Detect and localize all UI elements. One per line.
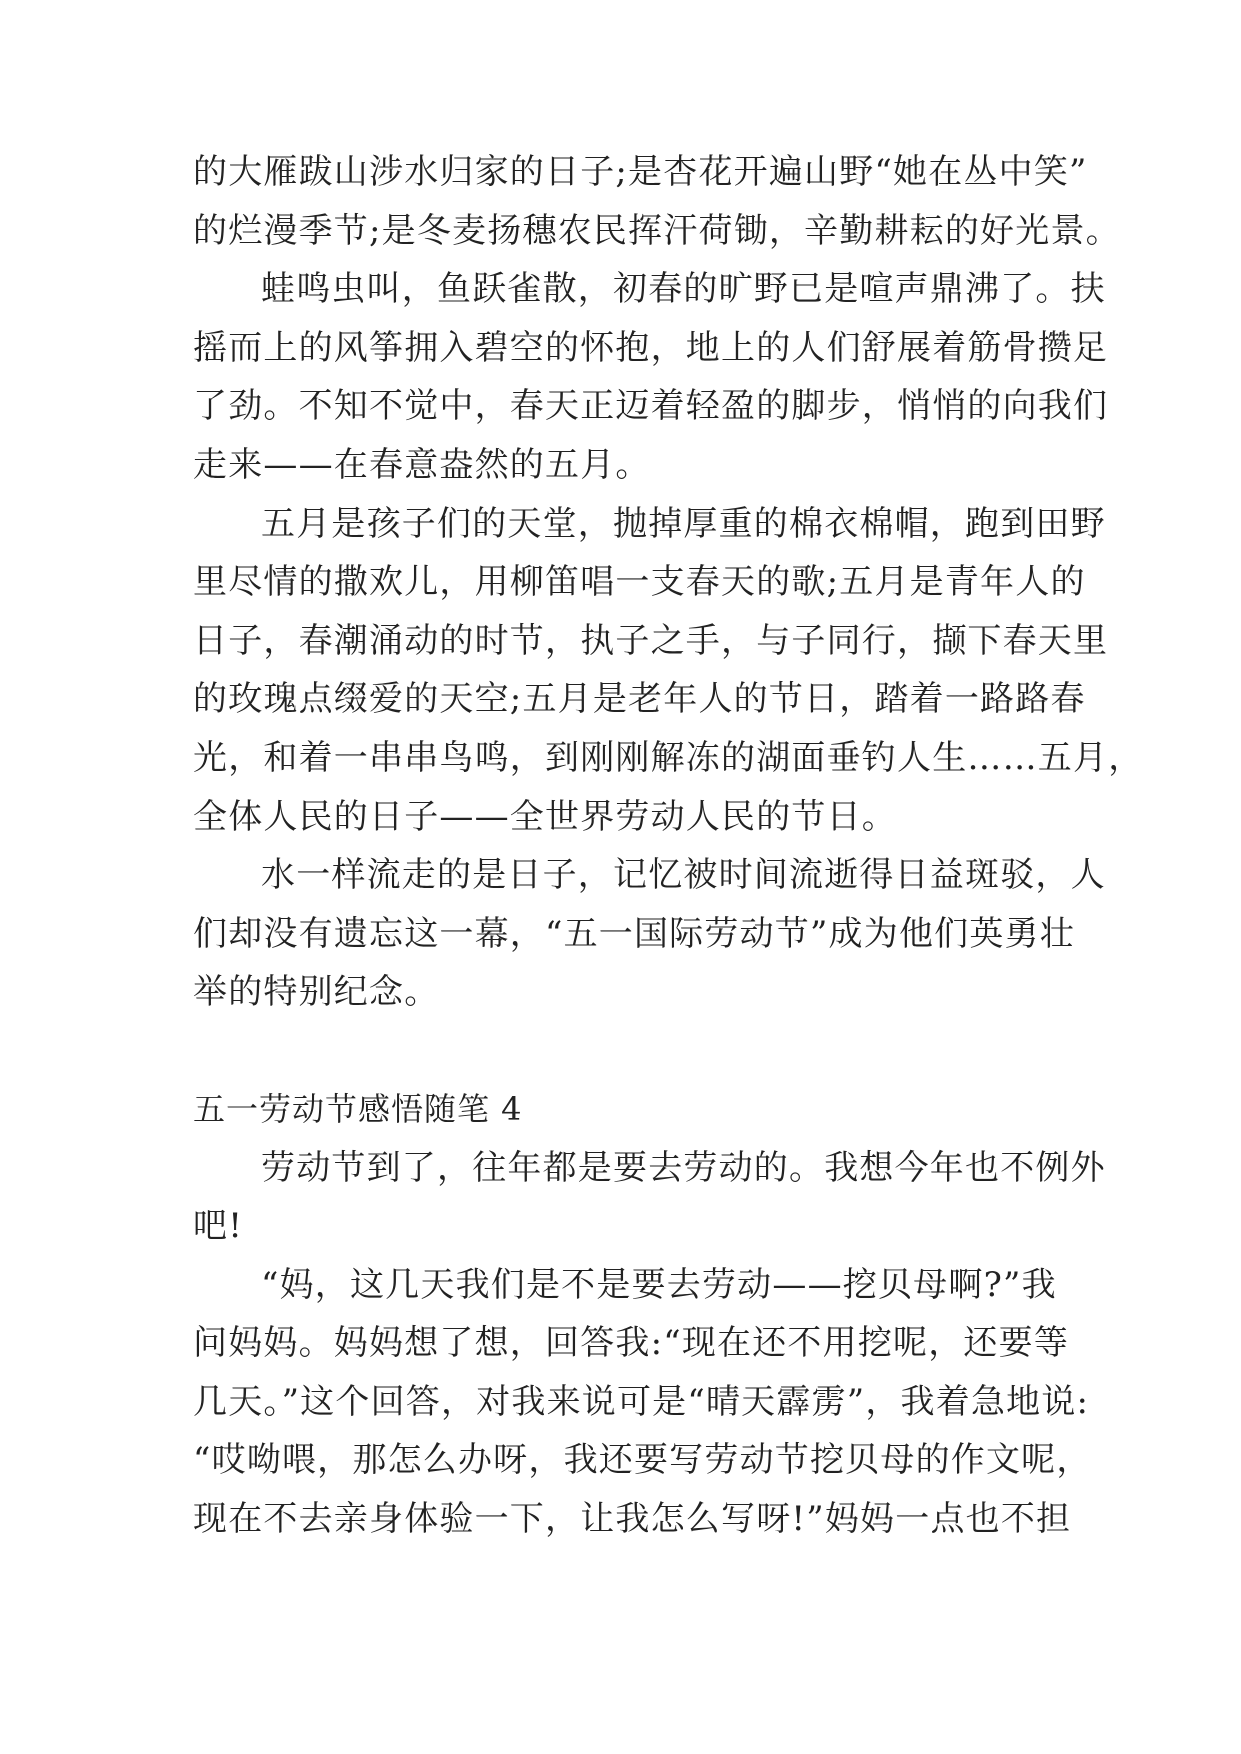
text-line: 摇而上的风筝拥入碧空的怀抱，地上的人们舒展着筋骨攒足 [193,327,1109,368]
text-line: 里尽情的撒欢儿，用柳笛唱一支春天的歌;五月是青年人的 [193,562,1086,603]
text-line: 日子，春潮涌动的时节，执子之手，与子同行，撷下春天里 [193,620,1109,661]
text-line: 现在不去亲身体验一下，让我怎么写呀!”妈妈一点也不担 [193,1499,1072,1540]
text-line: 的玫瑰点缀爱的天空;五月是老年人的节日，踏着一路路春 [193,679,1086,720]
text-line: 光，和着一串串鸟鸣，到刚刚解冻的湖面垂钓人生……五月， [193,737,1144,778]
text-line: 几天。”这个回答，对我来说可是“晴天霹雳”，我着急地说: [193,1381,1090,1422]
text-line: 水一样流走的是日子，记忆被时间流逝得日益斑驳，人 [261,855,1106,896]
text-line: 了劲。不知不觉中，春天正迈着轻盈的脚步，悄悄的向我们 [193,386,1109,427]
text-line: 吧! [193,1206,244,1247]
text-line: 全体人民的日子——全世界劳动人民的节日。 [193,796,897,837]
paragraph [193,846,1106,1022]
section-heading: 五一劳动节感悟随笔 4 [193,1089,523,1128]
text-line: “哎呦喂，那怎么办呀，我还要写劳动节挖贝母的作文呢， [193,1440,1092,1481]
paragraph-continuation [193,143,1121,260]
document-page [193,143,1144,1549]
text-line: 五月是孩子们的天堂，抛掉厚重的棉衣棉帽，跑到田野 [261,503,1106,544]
section-gap [193,1022,1053,1080]
text-line: 举的特别纪念。 [193,972,440,1013]
text-line: 们却没有遗忘这一幕，“五一国际劳动节”成为他们英勇壮 [193,913,1075,954]
text-line: “妈，这几天我们是不是要去劳动——挖贝母啊?”我 [261,1264,1057,1305]
paragraph [193,495,1144,847]
text-line: 问妈妈。妈妈想了想，回答我:“现在还不用挖呢，还要等 [193,1323,1070,1364]
paragraph [193,260,1109,494]
text-line: 的大雁跋山涉水归家的日子;是杏花开遍山野“她在丛中笑” [193,152,1088,192]
text-line: 走来——在春意盎然的五月。 [193,444,651,485]
paragraph [193,1256,1092,1549]
text-line: 劳动节到了，往年都是要去劳动的。我想今年也不例外 [261,1147,1106,1188]
paragraph [193,1139,1106,1256]
text-line: 的烂漫季节;是冬麦扬穗农民挥汗荷锄，辛勤耕耘的好光景。 [193,210,1121,251]
text-line: 蛙鸣虫叫，鱼跃雀散，初春的旷野已是喧声鼎沸了。扶 [261,269,1106,310]
